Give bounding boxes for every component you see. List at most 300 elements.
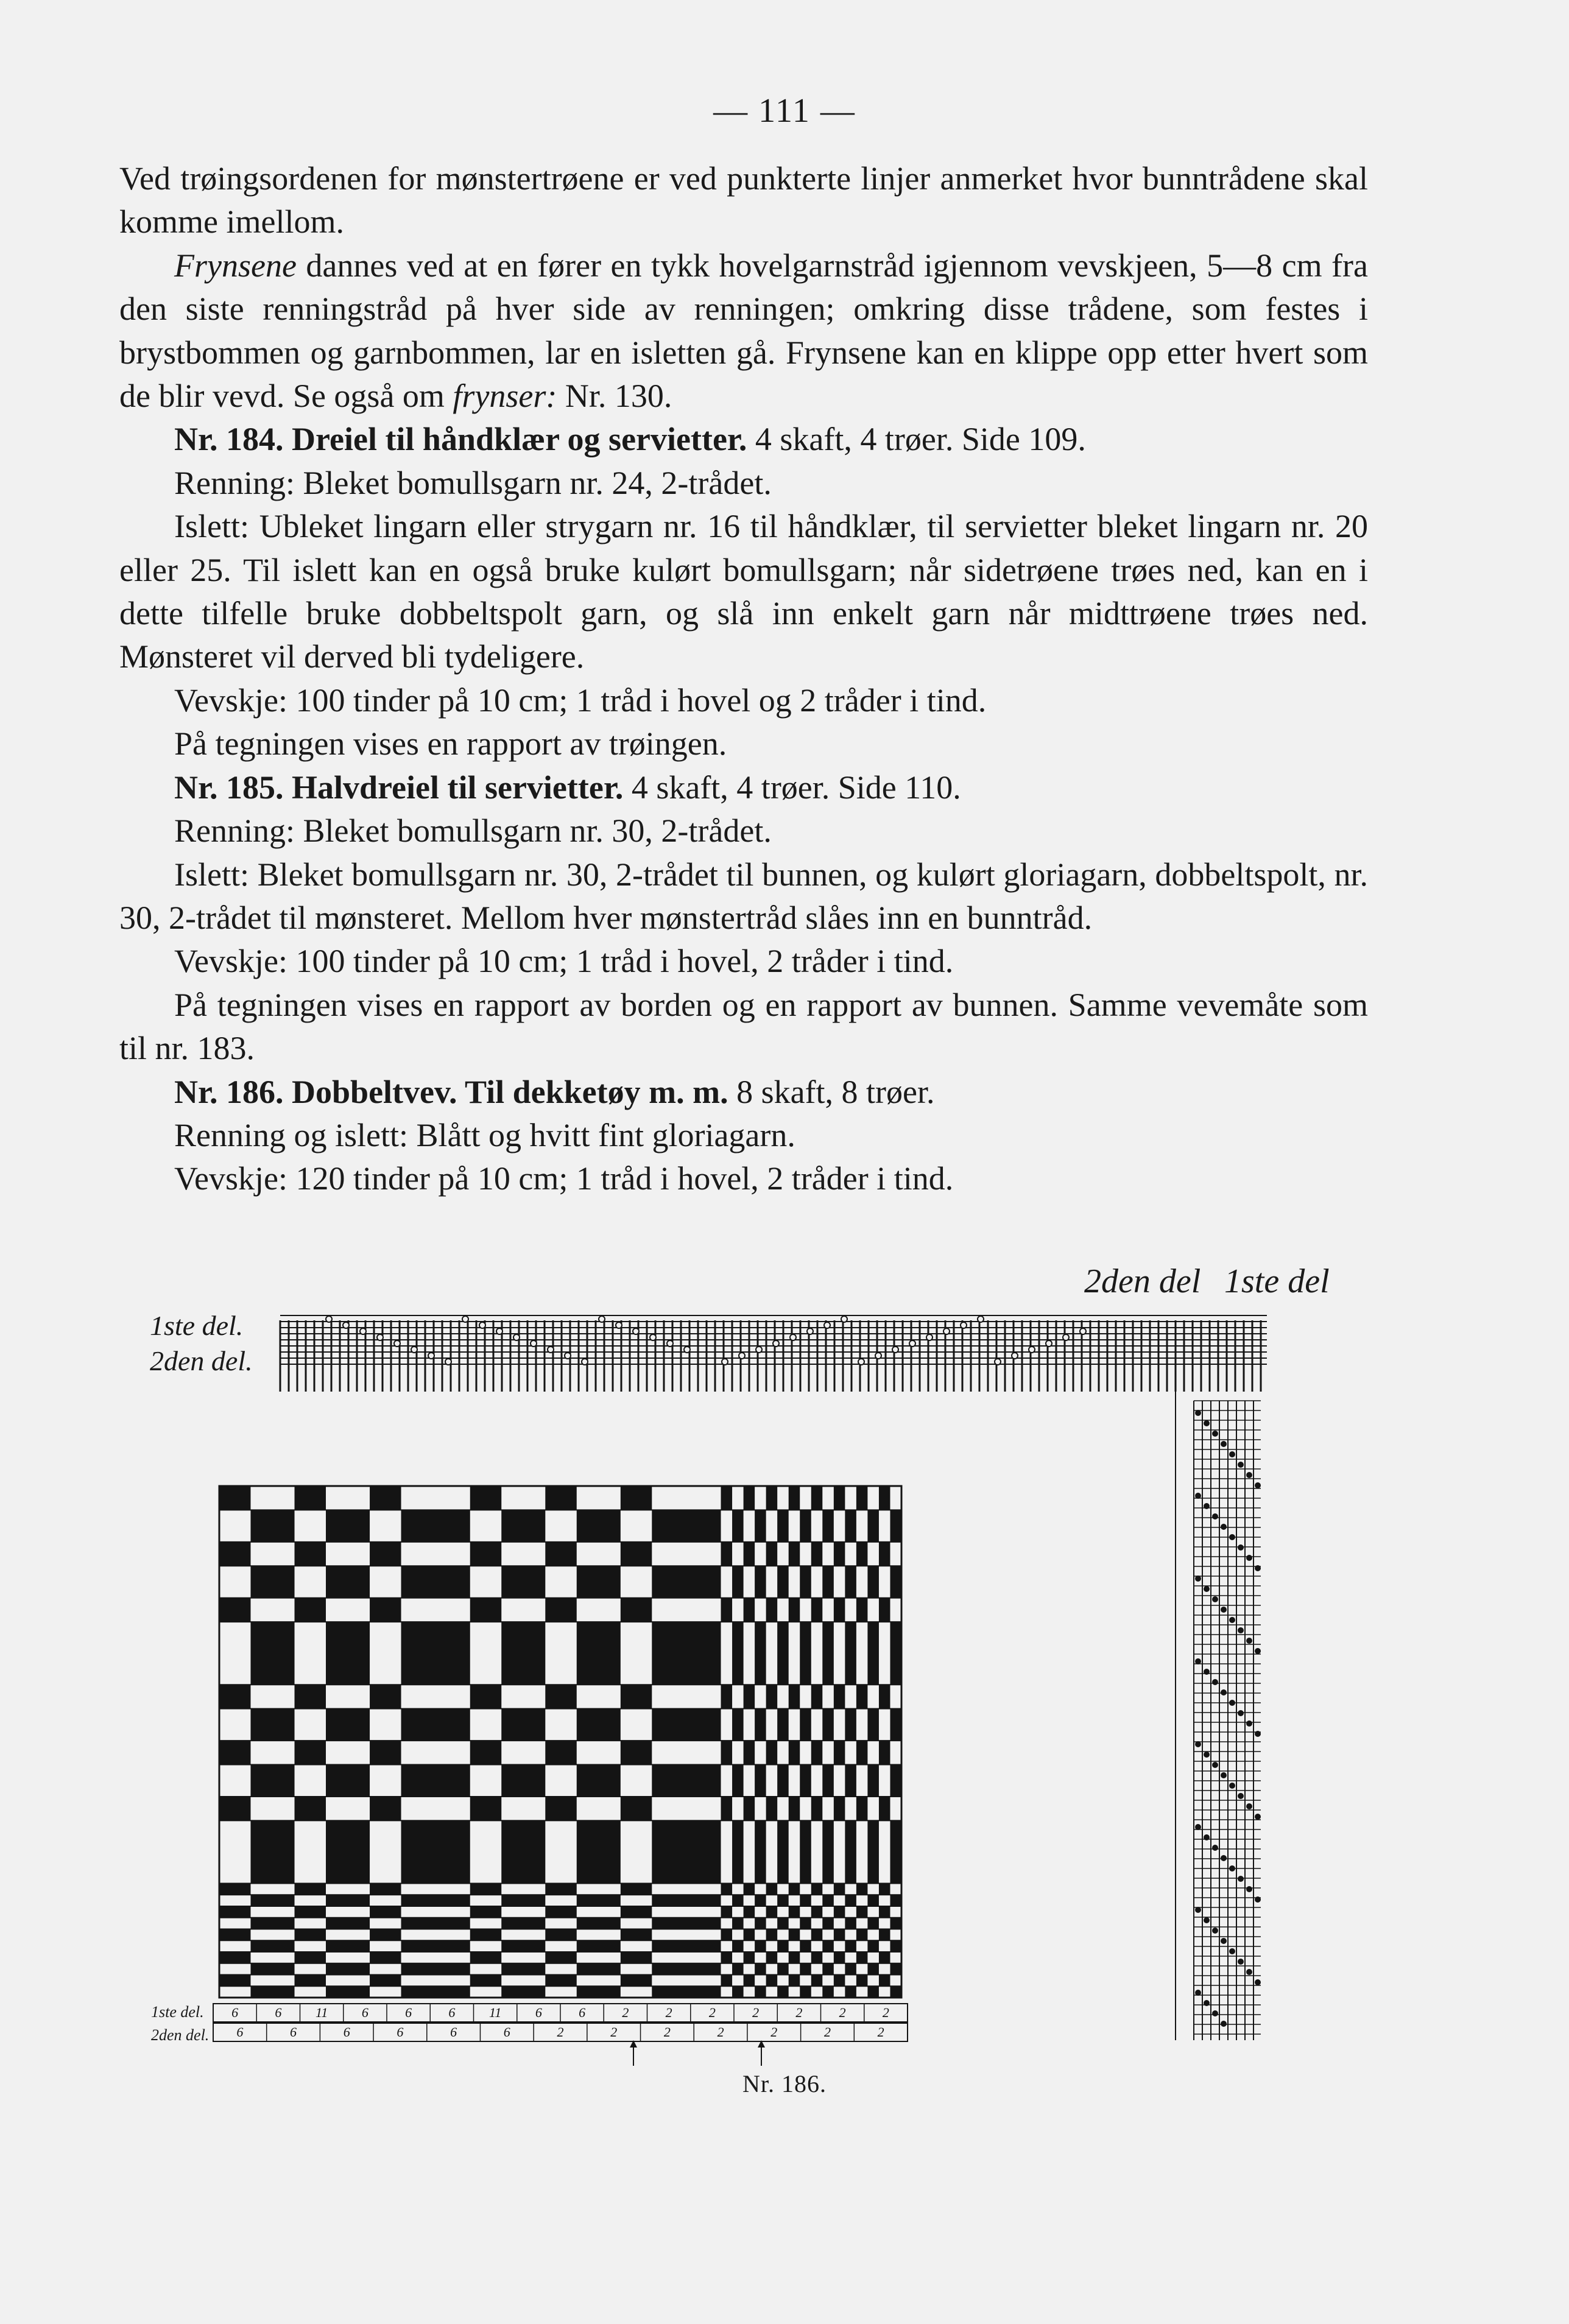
count-row-1-value: 2 bbox=[665, 2005, 672, 2020]
threading-mark bbox=[326, 1316, 332, 1322]
label-left-1ste: 1ste del. bbox=[150, 1310, 244, 1341]
pattern-block bbox=[401, 1709, 470, 1741]
treadling-mark bbox=[1221, 1772, 1227, 1778]
threading-mark bbox=[773, 1340, 779, 1347]
pattern-block bbox=[470, 1486, 501, 1510]
pattern-block bbox=[501, 1709, 545, 1741]
pattern-block bbox=[755, 1510, 766, 1542]
pattern-block bbox=[800, 1918, 811, 1929]
pattern-block bbox=[370, 1929, 401, 1941]
pattern-block bbox=[867, 1622, 879, 1685]
pattern-block bbox=[879, 1884, 890, 1895]
pattern-block bbox=[777, 1895, 789, 1906]
threading-mark bbox=[858, 1359, 864, 1365]
pattern-block bbox=[621, 1741, 652, 1764]
pattern-block bbox=[326, 1986, 370, 1998]
pattern-block bbox=[401, 1895, 470, 1906]
pattern-block bbox=[401, 1940, 470, 1952]
pattern-block bbox=[721, 1952, 733, 1963]
pattern-block bbox=[811, 1486, 823, 1510]
pattern-block bbox=[800, 1986, 811, 1998]
pattern-block bbox=[822, 1918, 834, 1929]
threading-mark bbox=[909, 1340, 915, 1347]
threading-mark bbox=[739, 1353, 745, 1359]
pattern-block bbox=[755, 1566, 766, 1598]
pattern-block bbox=[732, 1895, 744, 1906]
threading-mark bbox=[531, 1340, 537, 1347]
term-frynser: frynser: bbox=[453, 378, 557, 415]
pattern-block bbox=[766, 1952, 778, 1963]
pattern-block bbox=[834, 1741, 845, 1764]
pattern-block bbox=[755, 1895, 766, 1906]
pattern-block bbox=[789, 1906, 800, 1918]
pattern-block bbox=[766, 1598, 778, 1622]
threading-mark bbox=[807, 1328, 813, 1334]
threading-mark bbox=[756, 1347, 762, 1353]
threading-mark bbox=[394, 1340, 400, 1347]
treadling-mark bbox=[1255, 1648, 1261, 1654]
pattern-block bbox=[800, 1765, 811, 1797]
threading-mark bbox=[1012, 1353, 1018, 1359]
pattern-block bbox=[470, 1975, 501, 1987]
treadling-mark bbox=[1212, 1679, 1218, 1685]
pattern-drawdown bbox=[219, 1486, 901, 1998]
pattern-block bbox=[811, 1906, 823, 1918]
count-row-1-value: 2 bbox=[839, 2005, 846, 2020]
threading-mark bbox=[961, 1322, 967, 1328]
treadling-mark bbox=[1221, 1689, 1227, 1695]
pattern-block bbox=[732, 1566, 744, 1598]
pattern-block bbox=[250, 1895, 294, 1906]
pattern-block bbox=[295, 1952, 326, 1963]
pattern-block bbox=[879, 1542, 890, 1566]
nr185-title: Halvdreiel til servietter. bbox=[292, 769, 624, 806]
count-row-1-value: 6 bbox=[275, 2005, 282, 2020]
pattern-block bbox=[890, 1510, 901, 1542]
treadling-mark bbox=[1246, 1803, 1252, 1809]
pattern-block bbox=[545, 1906, 576, 1918]
pattern-block bbox=[766, 1542, 778, 1566]
pattern-block bbox=[219, 1884, 250, 1895]
treadling-mark bbox=[1221, 1607, 1227, 1613]
threading-mark bbox=[548, 1347, 554, 1353]
pattern-block bbox=[777, 1709, 789, 1741]
pattern-block bbox=[766, 1975, 778, 1987]
count-row-1-value: 2 bbox=[622, 2005, 629, 2020]
pattern-block bbox=[577, 1963, 621, 1975]
pattern-block bbox=[732, 1510, 744, 1542]
pattern-block bbox=[856, 1906, 868, 1918]
pattern-block bbox=[867, 1510, 879, 1542]
treadling-mark bbox=[1238, 1544, 1244, 1551]
pattern-block bbox=[766, 1685, 778, 1708]
pattern-block bbox=[811, 1685, 823, 1708]
treadling-mark bbox=[1255, 1482, 1261, 1488]
count-row-2-value: 6 bbox=[343, 2024, 350, 2040]
treadling-mark bbox=[1195, 1907, 1201, 1913]
pattern-block bbox=[219, 1929, 250, 1941]
pattern-block bbox=[867, 1895, 879, 1906]
pattern-block bbox=[744, 1741, 755, 1764]
pattern-block bbox=[755, 1820, 766, 1883]
pattern-block bbox=[879, 1486, 890, 1510]
pattern-block bbox=[744, 1884, 755, 1895]
pattern-block bbox=[755, 1918, 766, 1929]
pattern-block bbox=[879, 1797, 890, 1820]
pattern-block bbox=[755, 1765, 766, 1797]
treadling-mark bbox=[1229, 1534, 1235, 1540]
pattern-block bbox=[370, 1741, 401, 1764]
pattern-block bbox=[370, 1884, 401, 1895]
pattern-block bbox=[822, 1986, 834, 1998]
pattern-block bbox=[295, 1486, 326, 1510]
count-row-2-value: 2 bbox=[823, 2024, 831, 2040]
pattern-block bbox=[370, 1975, 401, 1987]
threading-mark bbox=[616, 1322, 622, 1328]
count-row-2-value: 6 bbox=[290, 2024, 297, 2040]
count-row-1-value: 11 bbox=[315, 2005, 328, 2020]
threading-mark bbox=[824, 1322, 830, 1328]
pattern-block bbox=[219, 1685, 250, 1708]
pattern-block bbox=[545, 1975, 576, 1987]
pattern-block bbox=[326, 1566, 370, 1598]
pattern-block bbox=[545, 1486, 576, 1510]
nr185-number: Nr. 185. bbox=[174, 769, 284, 806]
treadling-mark bbox=[1212, 1513, 1218, 1519]
pattern-block bbox=[577, 1510, 621, 1542]
pattern-block bbox=[834, 1884, 845, 1895]
treadling-mark bbox=[1238, 1793, 1244, 1799]
pattern-block bbox=[219, 1975, 250, 1987]
pattern-block bbox=[295, 1929, 326, 1941]
pattern-block bbox=[470, 1884, 501, 1895]
pattern-block bbox=[501, 1895, 545, 1906]
count-row-2-value: 2 bbox=[877, 2024, 884, 2040]
weaving-draft-figure bbox=[146, 1255, 1377, 2107]
treadling-mark bbox=[1204, 1586, 1210, 1592]
pattern-block bbox=[744, 1929, 755, 1941]
treadling-mark bbox=[1221, 1938, 1227, 1944]
pattern-block bbox=[545, 1741, 576, 1764]
weaving-draft-svg bbox=[146, 1255, 1377, 2107]
pattern-block bbox=[800, 1566, 811, 1598]
pattern-block bbox=[621, 1685, 652, 1708]
pattern-block bbox=[811, 1598, 823, 1622]
pattern-block bbox=[755, 1963, 766, 1975]
pattern-block bbox=[890, 1895, 901, 1906]
count-row-1-value: 6 bbox=[361, 2005, 368, 2020]
pattern-block bbox=[250, 1765, 294, 1797]
count-row-2-value: 2 bbox=[557, 2024, 564, 2040]
pattern-block bbox=[470, 1685, 501, 1708]
pattern-block bbox=[470, 1929, 501, 1941]
treadling-mark bbox=[1204, 1669, 1210, 1675]
count-row-1-value: 6 bbox=[405, 2005, 412, 2020]
treadling-mark bbox=[1204, 1917, 1210, 1923]
nr185-spec: 4 skaft, 4 trøer. Side 110. bbox=[623, 769, 961, 806]
pattern-block bbox=[856, 1797, 868, 1820]
treadling-mark bbox=[1212, 1431, 1218, 1437]
pattern-block bbox=[721, 1884, 733, 1895]
pattern-block bbox=[250, 1820, 294, 1883]
label-left-2den: 2den del. bbox=[150, 1345, 253, 1376]
pattern-block bbox=[845, 1765, 856, 1797]
pattern-block bbox=[845, 1986, 856, 1998]
pattern-block bbox=[789, 1797, 800, 1820]
pattern-block bbox=[890, 1765, 901, 1797]
pattern-block bbox=[732, 1940, 744, 1952]
pattern-block bbox=[890, 1986, 901, 1998]
pattern-block bbox=[744, 1542, 755, 1566]
count-row-1-value: 6 bbox=[579, 2005, 586, 2020]
pattern-block bbox=[326, 1918, 370, 1929]
nr186-title: Dobbeltvev. Til dekketøy m. m. bbox=[292, 1073, 728, 1110]
body-text bbox=[119, 157, 1368, 1201]
treadling-mark bbox=[1195, 1824, 1201, 1830]
pattern-block bbox=[890, 1940, 901, 1952]
pattern-block bbox=[789, 1542, 800, 1566]
pattern-block bbox=[721, 1741, 733, 1764]
treadling-mark bbox=[1221, 2021, 1227, 2027]
heading-nr184 bbox=[119, 418, 1368, 461]
pattern-block bbox=[501, 1820, 545, 1883]
pattern-block bbox=[777, 1622, 789, 1685]
nr184-number: Nr. 184. bbox=[174, 421, 284, 458]
treadling-mark bbox=[1229, 1865, 1235, 1872]
treadling-mark bbox=[1195, 1741, 1201, 1747]
pattern-block bbox=[867, 1709, 879, 1741]
treadling-mark bbox=[1238, 1876, 1244, 1882]
treadling-mark bbox=[1204, 2000, 1210, 2006]
threading-mark bbox=[722, 1359, 728, 1365]
count-row-1-value: 6 bbox=[231, 2005, 239, 2020]
pattern-block bbox=[326, 1622, 370, 1685]
pattern-block bbox=[822, 1963, 834, 1975]
pattern-block bbox=[890, 1709, 901, 1741]
count-row-1-value: 2 bbox=[882, 2005, 889, 2020]
pattern-block bbox=[577, 1820, 621, 1883]
nr184-islett: Islett: Ubleket lingarn eller strygarn nr. 16 til håndklær, til servietter bleket lingarn nr. 20 eller 25. Til islett kan en også bruke kulørt bomullsgarn; når sidetrøene trøes ned, kan en i dette tilfelle bruke dobbeltspolt garn, og slå inn enkelt garn når midttrøene trøes ned. Mønsteret vil derved bli tydeligere. bbox=[119, 508, 1368, 675]
treadling-mark bbox=[1238, 1710, 1244, 1716]
pattern-block bbox=[789, 1952, 800, 1963]
threading-mark bbox=[462, 1316, 468, 1322]
pattern-block bbox=[577, 1709, 621, 1741]
pattern-block bbox=[879, 1598, 890, 1622]
figure-caption: Nr. 186. bbox=[742, 2070, 827, 2097]
count-row-2-value: 2 bbox=[770, 2024, 778, 2040]
heading-nr185 bbox=[119, 766, 1368, 809]
pattern-block bbox=[879, 1929, 890, 1941]
pattern-block bbox=[652, 1820, 721, 1883]
pattern-block bbox=[732, 1622, 744, 1685]
term-frynsene: Frynsene bbox=[174, 247, 297, 284]
pattern-block bbox=[777, 1940, 789, 1952]
treadling-mark bbox=[1212, 1928, 1218, 1934]
pattern-block bbox=[744, 1598, 755, 1622]
pattern-block bbox=[867, 1963, 879, 1975]
pattern-block bbox=[250, 1918, 294, 1929]
count-row-2-value: 2 bbox=[717, 2024, 724, 2040]
pattern-block bbox=[834, 1929, 845, 1941]
pattern-block bbox=[470, 1906, 501, 1918]
treadling-mark bbox=[1246, 1555, 1252, 1561]
treadling-mark bbox=[1195, 1493, 1201, 1499]
threading-mark bbox=[428, 1353, 434, 1359]
pattern-block bbox=[652, 1895, 721, 1906]
pattern-block bbox=[845, 1918, 856, 1929]
pattern-block bbox=[401, 1622, 470, 1685]
pattern-block bbox=[470, 1952, 501, 1963]
treadling-mark bbox=[1246, 1969, 1252, 1975]
paragraph-frynsene bbox=[119, 244, 1368, 418]
count-row-1-value: 6 bbox=[448, 2005, 456, 2020]
threading-mark bbox=[790, 1334, 796, 1340]
pattern-block bbox=[219, 1797, 250, 1820]
pattern-block bbox=[766, 1486, 778, 1510]
pattern-block bbox=[867, 1918, 879, 1929]
threading-mark bbox=[479, 1322, 485, 1328]
nr186-vevskje: Vevskje: 120 tinder på 10 cm; 1 tråd i hovel, 2 tråder i tind. bbox=[174, 1160, 954, 1197]
pattern-block bbox=[652, 1566, 721, 1598]
pattern-block bbox=[219, 1598, 250, 1622]
pattern-block bbox=[856, 1952, 868, 1963]
pattern-block bbox=[800, 1820, 811, 1883]
pattern-block bbox=[501, 1566, 545, 1598]
pattern-block bbox=[856, 1975, 868, 1987]
pattern-block bbox=[744, 1797, 755, 1820]
pattern-block bbox=[501, 1986, 545, 1998]
pattern-block bbox=[295, 1797, 326, 1820]
count-row-2-value: 6 bbox=[450, 2024, 457, 2040]
pattern-block bbox=[577, 1918, 621, 1929]
pattern-block bbox=[822, 1709, 834, 1741]
pattern-block bbox=[652, 1986, 721, 1998]
pattern-block bbox=[879, 1975, 890, 1987]
pattern-block bbox=[652, 1622, 721, 1685]
pattern-block bbox=[766, 1884, 778, 1895]
pattern-block bbox=[250, 1940, 294, 1952]
nr186-renning: Renning og islett: Blått og hvitt fint gloriagarn. bbox=[174, 1116, 795, 1153]
pattern-block bbox=[845, 1709, 856, 1741]
pattern-block bbox=[501, 1940, 545, 1952]
pattern-block bbox=[501, 1963, 545, 1975]
treadling-mark bbox=[1204, 1420, 1210, 1426]
threading-mark bbox=[377, 1334, 383, 1340]
pattern-block bbox=[800, 1895, 811, 1906]
count-row-2-value: 6 bbox=[397, 2024, 404, 2040]
pattern-block bbox=[789, 1685, 800, 1708]
pattern-block bbox=[621, 1929, 652, 1941]
pattern-block bbox=[822, 1622, 834, 1685]
threading-mark bbox=[943, 1328, 950, 1334]
nr185-islett: Islett: Bleket bomullsgarn nr. 30, 2-trådet til bunnen, og kulørt gloriagarn, dobbeltspolt, nr. 30, 2-trådet til mønsteret. Mellom hver mønstertråd slåes inn en bunntråd. bbox=[119, 856, 1368, 936]
pattern-block bbox=[811, 1797, 823, 1820]
pattern-block bbox=[856, 1598, 868, 1622]
pattern-block bbox=[470, 1542, 501, 1566]
pattern-block bbox=[744, 1975, 755, 1987]
threading-mark bbox=[582, 1359, 588, 1365]
pattern-block bbox=[295, 1685, 326, 1708]
pattern-block bbox=[721, 1685, 733, 1708]
pattern-block bbox=[295, 1542, 326, 1566]
pattern-block bbox=[545, 1598, 576, 1622]
count-row-2-value: 2 bbox=[610, 2024, 618, 2040]
pattern-block bbox=[856, 1741, 868, 1764]
treadling-mark bbox=[1195, 1990, 1201, 1996]
pattern-block bbox=[326, 1940, 370, 1952]
pattern-block bbox=[811, 1542, 823, 1566]
treadling-mark bbox=[1212, 1762, 1218, 1768]
threading-mark bbox=[411, 1347, 417, 1353]
pattern-block bbox=[295, 1741, 326, 1764]
pattern-block bbox=[219, 1542, 250, 1566]
pattern-block bbox=[890, 1566, 901, 1598]
label-top-right-1ste: 1ste del bbox=[1224, 1262, 1330, 1300]
pattern-block bbox=[822, 1895, 834, 1906]
pattern-block bbox=[845, 1510, 856, 1542]
pattern-block bbox=[834, 1797, 845, 1820]
pattern-block bbox=[890, 1622, 901, 1685]
pattern-block bbox=[721, 1975, 733, 1987]
pattern-block bbox=[856, 1929, 868, 1941]
pattern-block bbox=[621, 1797, 652, 1820]
pattern-block bbox=[621, 1952, 652, 1963]
count-row-1-value: 2 bbox=[752, 2005, 760, 2020]
pattern-block bbox=[250, 1622, 294, 1685]
pattern-block bbox=[295, 1598, 326, 1622]
pattern-block bbox=[470, 1797, 501, 1820]
pattern-block bbox=[652, 1918, 721, 1929]
threading-mark bbox=[684, 1347, 690, 1353]
pattern-block bbox=[834, 1598, 845, 1622]
pattern-block bbox=[834, 1952, 845, 1963]
pattern-block bbox=[401, 1918, 470, 1929]
threading-mark bbox=[496, 1328, 502, 1334]
pattern-block bbox=[501, 1918, 545, 1929]
threading-mark bbox=[892, 1347, 898, 1353]
treadling-mark bbox=[1229, 1783, 1235, 1789]
label-top-right-2den: 2den del bbox=[1084, 1262, 1201, 1300]
threading-mark bbox=[599, 1316, 605, 1322]
pattern-block bbox=[744, 1952, 755, 1963]
pattern-block bbox=[370, 1952, 401, 1963]
pattern-block bbox=[721, 1542, 733, 1566]
pattern-block bbox=[250, 1963, 294, 1975]
treadling-mark bbox=[1212, 1596, 1218, 1602]
thread-count-rows bbox=[213, 2004, 908, 2066]
pattern-block bbox=[811, 1929, 823, 1941]
pattern-block bbox=[777, 1986, 789, 1998]
pattern-block bbox=[370, 1906, 401, 1918]
threading-mark bbox=[360, 1328, 366, 1334]
pattern-block bbox=[732, 1765, 744, 1797]
threading-mark bbox=[667, 1340, 673, 1347]
pattern-block bbox=[577, 1566, 621, 1598]
pattern-block bbox=[219, 1741, 250, 1764]
treadling-diagram bbox=[1176, 1376, 1261, 2040]
pattern-block bbox=[326, 1510, 370, 1542]
threading-mark bbox=[565, 1353, 571, 1359]
pattern-block bbox=[811, 1952, 823, 1963]
treadling-mark bbox=[1229, 1948, 1235, 1954]
pattern-block bbox=[879, 1685, 890, 1708]
pattern-block bbox=[845, 1622, 856, 1685]
treadling-mark bbox=[1229, 1451, 1235, 1457]
pattern-block bbox=[744, 1685, 755, 1708]
threading-mark bbox=[875, 1353, 881, 1359]
pattern-block bbox=[621, 1906, 652, 1918]
threading-mark bbox=[1046, 1340, 1052, 1347]
